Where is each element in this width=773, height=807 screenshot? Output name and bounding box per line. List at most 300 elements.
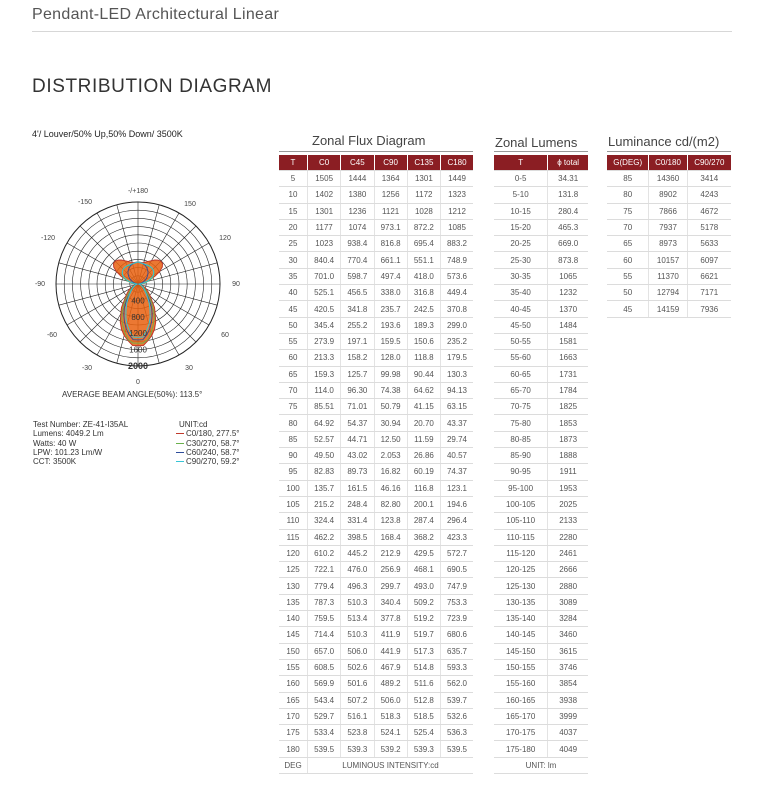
table-cell: 7936	[687, 301, 731, 317]
table-row	[607, 301, 731, 317]
table-cell: 110-115	[494, 529, 548, 545]
legend-swatch	[176, 461, 184, 462]
table-cell: 429.5	[407, 545, 440, 561]
zonal-lumens-title-rule	[494, 151, 588, 152]
table-cell: 45	[607, 301, 649, 317]
table-row	[279, 545, 473, 561]
table-cell: 11370	[649, 268, 687, 284]
table-cell: 50-55	[494, 333, 548, 349]
luminance-table	[607, 155, 731, 318]
table-cell: 456.5	[341, 285, 374, 301]
table-cell: 63.15	[441, 399, 474, 415]
table-cell: 179.5	[441, 350, 474, 366]
table-row	[607, 236, 731, 252]
table-cell: 6621	[687, 268, 731, 284]
table-cell: 543.4	[308, 692, 341, 708]
table-cell: 370.8	[441, 301, 474, 317]
column-header: C180	[441, 155, 474, 171]
table-row	[607, 171, 731, 187]
table-cell: 96.30	[341, 382, 374, 398]
table-cell: 539.3	[341, 741, 374, 757]
table-row	[607, 187, 731, 203]
table-cell: 513.4	[341, 611, 374, 627]
table-cell: 165	[279, 692, 308, 708]
angle-label-r60: 60	[221, 332, 229, 339]
table-cell: 65	[607, 236, 649, 252]
footer-unit: UNIT: lm	[494, 757, 588, 773]
column-header: C45	[341, 155, 374, 171]
luminance-title: Luminance cd/(m2)	[608, 134, 720, 149]
table-cell: 4243	[687, 187, 731, 203]
legend-label: C30/270, 58.7°	[186, 438, 240, 448]
table-row	[494, 529, 588, 545]
table-row	[494, 252, 588, 268]
table-row	[279, 496, 473, 512]
table-cell: 510.3	[341, 627, 374, 643]
legend-item	[176, 448, 239, 457]
table-cell: 123.1	[441, 480, 474, 496]
table-cell: 213.3	[308, 350, 341, 366]
column-header: C0	[308, 155, 341, 171]
table-row	[494, 545, 588, 561]
table-cell: 873.8	[548, 252, 588, 268]
angle-label-r30: 30	[185, 365, 193, 372]
table-row	[279, 643, 473, 659]
table-row	[279, 285, 473, 301]
table-cell: 100	[279, 480, 308, 496]
table-cell: 248.4	[341, 496, 374, 512]
table-row	[279, 480, 473, 496]
table-cell: 242.5	[407, 301, 440, 317]
table-cell: 41.15	[407, 399, 440, 415]
table-cell: 1581	[548, 333, 588, 349]
document-title: Pendant-LED Architectural Linear	[32, 6, 280, 23]
polar-ring-label: 2000	[127, 361, 149, 371]
table-cell: 1301	[407, 171, 440, 187]
column-header: C90	[374, 155, 407, 171]
table-cell: 10157	[649, 252, 687, 268]
table-cell: 316.8	[407, 285, 440, 301]
table-cell: 145	[279, 627, 308, 643]
table-cell: 562.0	[441, 676, 474, 692]
table-cell: 1663	[548, 350, 588, 366]
table-row	[494, 464, 588, 480]
table-cell: 159.3	[308, 366, 341, 382]
table-cell: 11.59	[407, 431, 440, 447]
table-cell: 5178	[687, 219, 731, 235]
table-cell: 517.3	[407, 643, 440, 659]
table-cell: 70	[279, 382, 308, 398]
table-cell: 496.3	[341, 578, 374, 594]
table-row	[279, 415, 473, 431]
table-cell: 94.13	[441, 382, 474, 398]
table-cell: 468.1	[407, 562, 440, 578]
table-row	[279, 708, 473, 724]
table-cell: 212.9	[374, 545, 407, 561]
table-cell: 2025	[548, 496, 588, 512]
table-row	[494, 643, 588, 659]
polar-ring-label: 400	[131, 296, 145, 306]
table-cell: 973.1	[374, 219, 407, 235]
table-cell: 506.0	[374, 692, 407, 708]
table-cell: 85.51	[308, 399, 341, 415]
table-cell: 572.7	[441, 545, 474, 561]
table-cell: 1028	[407, 203, 440, 219]
table-row	[607, 219, 731, 235]
table-cell: 635.7	[441, 643, 474, 659]
table-cell: 160	[279, 676, 308, 692]
table-cell: 779.4	[308, 578, 341, 594]
table-row	[279, 513, 473, 529]
table-cell: 598.7	[341, 268, 374, 284]
table-header-row	[279, 155, 473, 171]
zonal-flux-table	[279, 155, 473, 774]
table-cell: 2880	[548, 578, 588, 594]
table-cell: 690.5	[441, 562, 474, 578]
table-row	[494, 219, 588, 235]
table-cell: 150-155	[494, 659, 548, 675]
table-cell: 15-20	[494, 219, 548, 235]
test-number: Test Number: ZE-41-I35AL	[33, 420, 129, 429]
table-cell: 3854	[548, 676, 588, 692]
table-cell: 8973	[649, 236, 687, 252]
table-cell: 341.8	[341, 301, 374, 317]
table-cell: 155-160	[494, 676, 548, 692]
header-divider	[32, 31, 732, 32]
table-cell: 1301	[308, 203, 341, 219]
table-cell: 130-135	[494, 594, 548, 610]
table-cell: 170-175	[494, 725, 548, 741]
luminance-title-rule	[607, 151, 731, 152]
table-cell: 118.8	[407, 350, 440, 366]
table-cell: 489.2	[374, 676, 407, 692]
table-cell: 1825	[548, 399, 588, 415]
lumens: Lumens: 4049.2 Lm	[33, 429, 104, 439]
table-cell: 1085	[441, 219, 474, 235]
table-footer-row	[494, 757, 588, 773]
table-row	[494, 236, 588, 252]
table-cell: 74.38	[374, 382, 407, 398]
table-cell: 110	[279, 513, 308, 529]
table-row	[494, 659, 588, 675]
table-cell: 193.6	[374, 317, 407, 333]
table-cell: 7937	[649, 219, 687, 235]
table-cell: 502.6	[341, 659, 374, 675]
legend-swatch	[176, 443, 184, 444]
table-cell: 661.1	[374, 252, 407, 268]
table-cell: 514.8	[407, 659, 440, 675]
table-cell: 140	[279, 611, 308, 627]
table-cell: 105-110	[494, 513, 548, 529]
table-cell: 50	[279, 317, 308, 333]
footer-unit: LUMINOUS INTENSITY:cd	[308, 757, 474, 773]
table-row	[494, 333, 588, 349]
table-cell: 10-15	[494, 203, 548, 219]
table-row	[494, 627, 588, 643]
table-cell: 411.9	[374, 627, 407, 643]
table-cell: 235.2	[441, 333, 474, 349]
table-cell: 215.2	[308, 496, 341, 512]
table-cell: 99.98	[374, 366, 407, 382]
table-cell: 518.3	[374, 708, 407, 724]
table-cell: 287.4	[407, 513, 440, 529]
table-cell: 30	[279, 252, 308, 268]
table-cell: 1370	[548, 301, 588, 317]
table-cell: 105	[279, 496, 308, 512]
table-cell: 135	[279, 594, 308, 610]
table-cell: 50.79	[374, 399, 407, 415]
table-row	[279, 219, 473, 235]
angle-label-l30: -30	[81, 365, 93, 372]
table-row	[279, 252, 473, 268]
table-row	[494, 301, 588, 317]
table-cell: 2666	[548, 562, 588, 578]
table-row	[279, 382, 473, 398]
table-cell: 150	[279, 643, 308, 659]
table-cell: 20-25	[494, 236, 548, 252]
polar-ring-label: 1200	[129, 329, 147, 339]
table-cell: 3746	[548, 659, 588, 675]
table-cell: 331.4	[341, 513, 374, 529]
table-cell: 12.50	[374, 431, 407, 447]
table-cell: 155	[279, 659, 308, 675]
table-cell: 90.44	[407, 366, 440, 382]
table-cell: 512.8	[407, 692, 440, 708]
table-row	[494, 496, 588, 512]
table-cell: 30-35	[494, 268, 548, 284]
table-cell: 1873	[548, 431, 588, 447]
table-cell: 235.7	[374, 301, 407, 317]
table-cell: 883.2	[441, 236, 474, 252]
table-cell: 449.4	[441, 285, 474, 301]
table-cell: 8902	[649, 187, 687, 203]
table-cell: 1505	[308, 171, 341, 187]
angle-label-r120: 120	[219, 235, 231, 242]
table-cell: 551.1	[407, 252, 440, 268]
table-row	[494, 611, 588, 627]
product-spec: 4'/ Louver/50% Up,50% Down/ 3500K	[32, 129, 183, 139]
table-row	[279, 725, 473, 741]
table-cell: 65	[279, 366, 308, 382]
table-cell: 273.9	[308, 333, 341, 349]
table-cell: 160-165	[494, 692, 548, 708]
table-cell: 0-5	[494, 171, 548, 187]
table-cell: 116.8	[407, 480, 440, 496]
table-cell: 55	[279, 333, 308, 349]
table-row	[607, 252, 731, 268]
table-cell: 608.5	[308, 659, 341, 675]
table-cell: 714.4	[308, 627, 341, 643]
table-cell: 35-40	[494, 285, 548, 301]
table-cell: 519.7	[407, 627, 440, 643]
table-row	[279, 562, 473, 578]
table-cell: 115	[279, 529, 308, 545]
table-cell: 539.5	[441, 741, 474, 757]
table-cell: 4037	[548, 725, 588, 741]
angle-label-l60: -60	[46, 332, 58, 339]
table-cell: 71.01	[341, 399, 374, 415]
table-cell: 70	[607, 219, 649, 235]
table-cell: 82.83	[308, 464, 341, 480]
table-cell: 45-50	[494, 317, 548, 333]
table-cell: 1731	[548, 366, 588, 382]
table-cell: 418.0	[407, 268, 440, 284]
polar-ring-label: 800	[131, 312, 145, 322]
zonal-flux-title: Zonal Flux Diagram	[312, 133, 426, 148]
table-cell: 533.4	[308, 725, 341, 741]
table-cell: 60	[607, 252, 649, 268]
table-cell: 45	[279, 301, 308, 317]
table-cell: 493.0	[407, 578, 440, 594]
angle-label-l90: -90	[34, 281, 46, 288]
table-cell: 60.19	[407, 464, 440, 480]
table-row	[279, 611, 473, 627]
table-cell: 872.2	[407, 219, 440, 235]
column-header: C90/270	[687, 155, 731, 171]
table-cell: 125	[279, 562, 308, 578]
table-cell: 46.16	[374, 480, 407, 496]
table-cell: 299.7	[374, 578, 407, 594]
table-cell: 770.4	[341, 252, 374, 268]
table-cell: 131.8	[548, 187, 588, 203]
table-cell: 95	[279, 464, 308, 480]
table-row	[494, 725, 588, 741]
table-row	[279, 627, 473, 643]
table-cell: 15	[279, 203, 308, 219]
table-cell: 130	[279, 578, 308, 594]
table-cell: 506.0	[341, 643, 374, 659]
table-cell: 467.9	[374, 659, 407, 675]
table-cell: 2461	[548, 545, 588, 561]
polar-distribution-diagram	[30, 180, 250, 390]
table-row	[279, 431, 473, 447]
table-cell: 12794	[649, 285, 687, 301]
table-cell: 1888	[548, 448, 588, 464]
legend-label: C0/180, 277.5°	[186, 429, 240, 439]
legend-item	[176, 457, 239, 466]
table-row	[279, 317, 473, 333]
zonal-flux-title-rule	[279, 151, 473, 152]
table-cell: 441.9	[374, 643, 407, 659]
table-cell: 5633	[687, 236, 731, 252]
table-row	[279, 594, 473, 610]
table-cell: 759.5	[308, 611, 341, 627]
table-cell: 1402	[308, 187, 341, 203]
footer-deg: DEG	[279, 757, 308, 773]
table-row	[494, 448, 588, 464]
angle-label-top: -/+180	[127, 188, 149, 195]
table-cell: 35	[279, 268, 308, 284]
table-cell: 60	[279, 350, 308, 366]
cct: CCT: 3500K	[33, 457, 77, 467]
table-cell: 168.4	[374, 529, 407, 545]
table-cell: 161.5	[341, 480, 374, 496]
table-cell: 25	[279, 236, 308, 252]
legend-unit: UNIT:cd	[179, 420, 208, 429]
table-cell: 3999	[548, 708, 588, 724]
table-cell: 1172	[407, 187, 440, 203]
table-cell: 340.4	[374, 594, 407, 610]
table-cell: 40-45	[494, 301, 548, 317]
table-cell: 194.6	[441, 496, 474, 512]
table-cell: 701.0	[308, 268, 341, 284]
table-row	[494, 513, 588, 529]
table-cell: 175-180	[494, 741, 548, 757]
table-cell: 10	[279, 187, 308, 203]
table-cell: 115-120	[494, 545, 548, 561]
table-cell: 518.5	[407, 708, 440, 724]
table-cell: 1911	[548, 464, 588, 480]
table-row	[279, 236, 473, 252]
test-info	[33, 420, 128, 466]
angle-label-bottom: 0	[136, 379, 140, 386]
table-cell: 476.0	[341, 562, 374, 578]
table-cell: 26.86	[407, 448, 440, 464]
table-cell: 465.3	[548, 219, 588, 235]
table-cell: 4049	[548, 741, 588, 757]
table-cell: 573.6	[441, 268, 474, 284]
table-row	[607, 203, 731, 219]
table-row	[494, 399, 588, 415]
table-cell: 2133	[548, 513, 588, 529]
table-cell: 20.70	[407, 415, 440, 431]
table-row	[279, 448, 473, 464]
table-cell: 200.1	[407, 496, 440, 512]
table-cell: 3089	[548, 594, 588, 610]
table-header-row	[494, 155, 588, 171]
table-cell: 523.8	[341, 725, 374, 741]
table-cell: 159.5	[374, 333, 407, 349]
table-cell: 80	[279, 415, 308, 431]
table-cell: 14360	[649, 171, 687, 187]
lpw: LPW: 101.23 Lm/W	[33, 447, 103, 457]
table-row	[494, 562, 588, 578]
table-row	[494, 285, 588, 301]
table-row	[494, 366, 588, 382]
column-header: C135	[407, 155, 440, 171]
table-cell: 180	[279, 741, 308, 757]
beam-angle-text: AVERAGE BEAM ANGLE(50%): 113.5°	[62, 390, 203, 399]
legend-swatch	[176, 452, 184, 453]
table-cell: 64.62	[407, 382, 440, 398]
table-cell: 20	[279, 219, 308, 235]
table-cell: 14159	[649, 301, 687, 317]
table-row	[494, 676, 588, 692]
table-cell: 197.1	[341, 333, 374, 349]
table-row	[279, 187, 473, 203]
table-row	[494, 741, 588, 757]
table-row	[494, 431, 588, 447]
table-cell: 49.50	[308, 448, 341, 464]
table-cell: 3938	[548, 692, 588, 708]
table-row	[607, 268, 731, 284]
table-row	[494, 692, 588, 708]
table-cell: 748.9	[441, 252, 474, 268]
legend-label: C90/270, 59.2°	[186, 457, 240, 467]
table-cell: 34.31	[548, 171, 588, 187]
table-cell: 529.7	[308, 708, 341, 724]
polar-legend	[176, 420, 239, 466]
table-cell: 680.6	[441, 627, 474, 643]
table-cell: 1236	[341, 203, 374, 219]
column-header: ϕ total	[548, 155, 588, 171]
table-cell: 1212	[441, 203, 474, 219]
legend-item	[176, 439, 239, 448]
table-cell: 75-80	[494, 415, 548, 431]
angle-label-r150: 150	[184, 201, 196, 208]
table-cell: 85	[279, 431, 308, 447]
table-cell: 29.74	[441, 431, 474, 447]
